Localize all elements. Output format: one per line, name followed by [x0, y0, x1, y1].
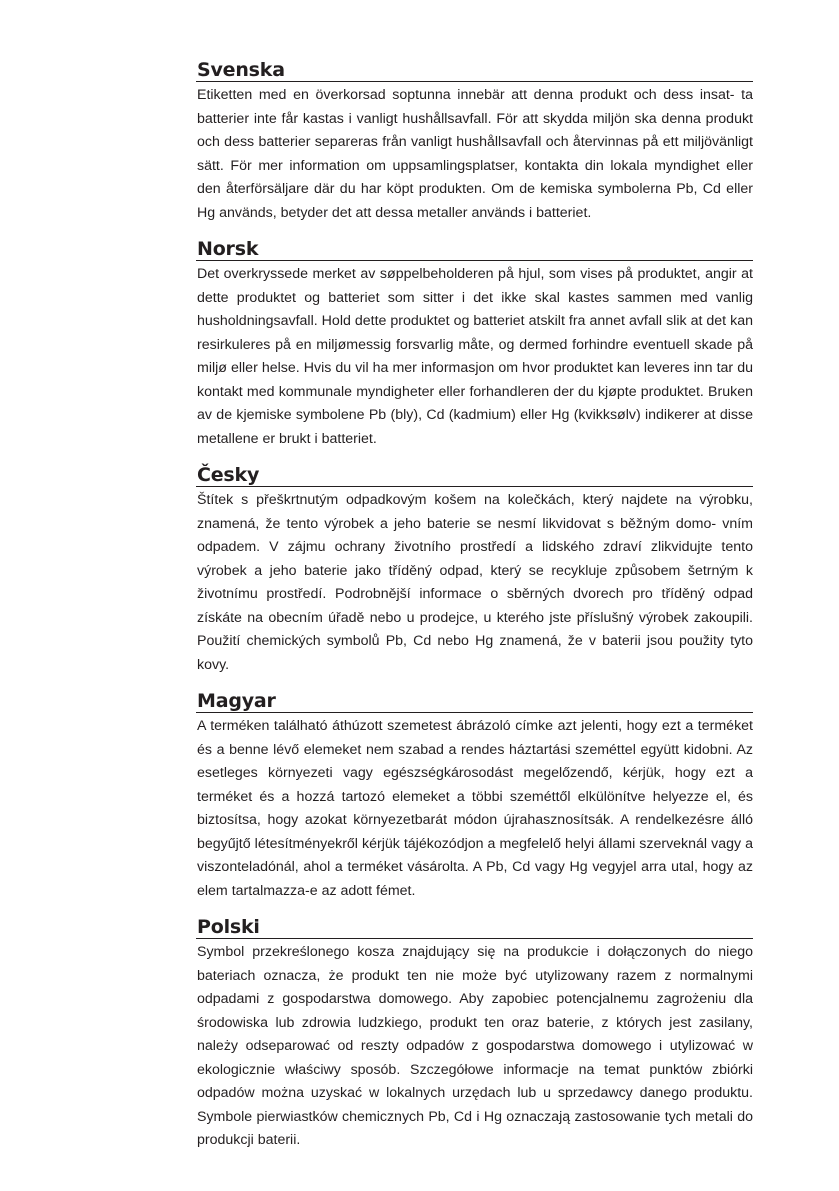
section-heading: Polski — [196, 916, 753, 939]
section-svenska — [196, 59, 753, 225]
section-norsk — [196, 238, 753, 451]
section-body: Etiketten med en överkorsad soptunna innebär att denna produkt och dess insat- ta batterier inte får kastas i vanligt hushållsavfall. För att skydda miljön ska denna produkt och dess batterier separeras från vanligt hushållsavfall och återvinnas på ett miljövänligt sätt. För mer information om uppsamlingsplatser, kontakta din lokala myndighet eller den återförsäljare där du har köpt produkten. Om de kemiska symbolerna Pb, Cd eller Hg används, betyder det att dessa metaller används i batteriet. — [197, 87, 753, 221]
section-magyar — [196, 690, 753, 903]
section-polski — [196, 916, 753, 1153]
document-page — [196, 59, 753, 1166]
section-body: A terméken található áthúzott szemetest ábrázoló címke azt jelenti, hogy ezt a terméket és a benne lévő elemeket nem szabad a rendes háztartási szeméttel együtt kidobni. Az esetleges környezeti vagy egészségkárosodást megelőzendő, kérjük, hogy ezt a terméket és a hozzá tartozó elemeket a többi szeméttől elkülönítve helyezze el, és biztosítsa, hogy azokat környezetbarát módon újrahasznosítsák. A rendelkezésre álló begyűjtő létesítményekről kérjük tájékozódjon a megfelelő helyi állami szerveknál vagy a viszonteladónál, ahol a terméket vásárolta. A Pb, Cd vagy Hg vegyjel arra utal, hogy az elem tartalmazza-e az adott fémet. — [197, 718, 753, 899]
section-heading: Svenska — [196, 59, 753, 82]
section-heading: Magyar — [196, 690, 753, 713]
section-heading: Norsk — [196, 238, 753, 261]
section-heading: Česky — [196, 464, 753, 487]
section-body: Štítek s přeškrtnutým odpadkovým košem na kolečkách, který najdete na výrobku, znamená, že tento výrobek a jeho baterie se nesmí likvidovat s běžným domo- vním odpadem. V zájmu ochrany životního prostředí a lidského zdraví zlikvidujte tento výrobek a jeho baterie jako tříděný odpad, který se recykluje způsobem šetrným k životnímu prostředí. Podrobnější informace o sběrných dvorech pro tříděný odpad získáte na obecním úřadě nebo u prodejce, u kterého jste příslušný výrobek zakoupili. Použití chemických symbolů Pb, Cd nebo Hg znamená, že v baterii jsou použity tyto kovy. — [197, 492, 753, 673]
section-cesky — [196, 464, 753, 677]
section-body: Det overkryssede merket av søppelbeholderen på hjul, som vises på produktet, angir at dette produktet og batteriet som sitter i det ikke skal kastes sammen med vanlig husholdningsavfall. Hold dette produktet og batteriet atskilt fra annet avfall slik at det kan resirkuleres på en miljømessig forsvarlig måte, og dermed forhindre eventuell skade på miljø eller helse. Hvis du vil ha mer informasjon om hvor produktet kan leveres inn tar du kontakt med kommunale myndigheter eller forhandleren der du kjøpte produktet. Bruken av de kjemiske symbolene Pb (bly), Cd (kadmium) eller Hg (kvikksølv) indikerer at disse metallene er brukt i batteriet. — [197, 266, 753, 447]
section-body: Symbol przekreślonego kosza znajdujący się na produkcie i dołączonych do niego bateriach oznacza, że produkt ten nie może być utylizowany razem z normalnymi odpadami z gospodarstwa domowego. Aby zapobiec potencjalnemu zagrożeniu dla środowiska lub zdrowia ludzkiego, produkt ten oraz baterie, z których jest zasilany, należy odseparować od reszty odpadów z gospodarstwa domowego i utylizować w ekologicznie właściwy sposób. Szczegółowe informacje na temat punktów zbiórki odpadów można uzyskać w lokalnych urzędach lub u sprzedawcy danego produktu. Symbole pierwiastków chemicznych Pb, Cd i Hg oznaczają zastosowanie tych metali do produkcji baterii. — [197, 944, 753, 1148]
